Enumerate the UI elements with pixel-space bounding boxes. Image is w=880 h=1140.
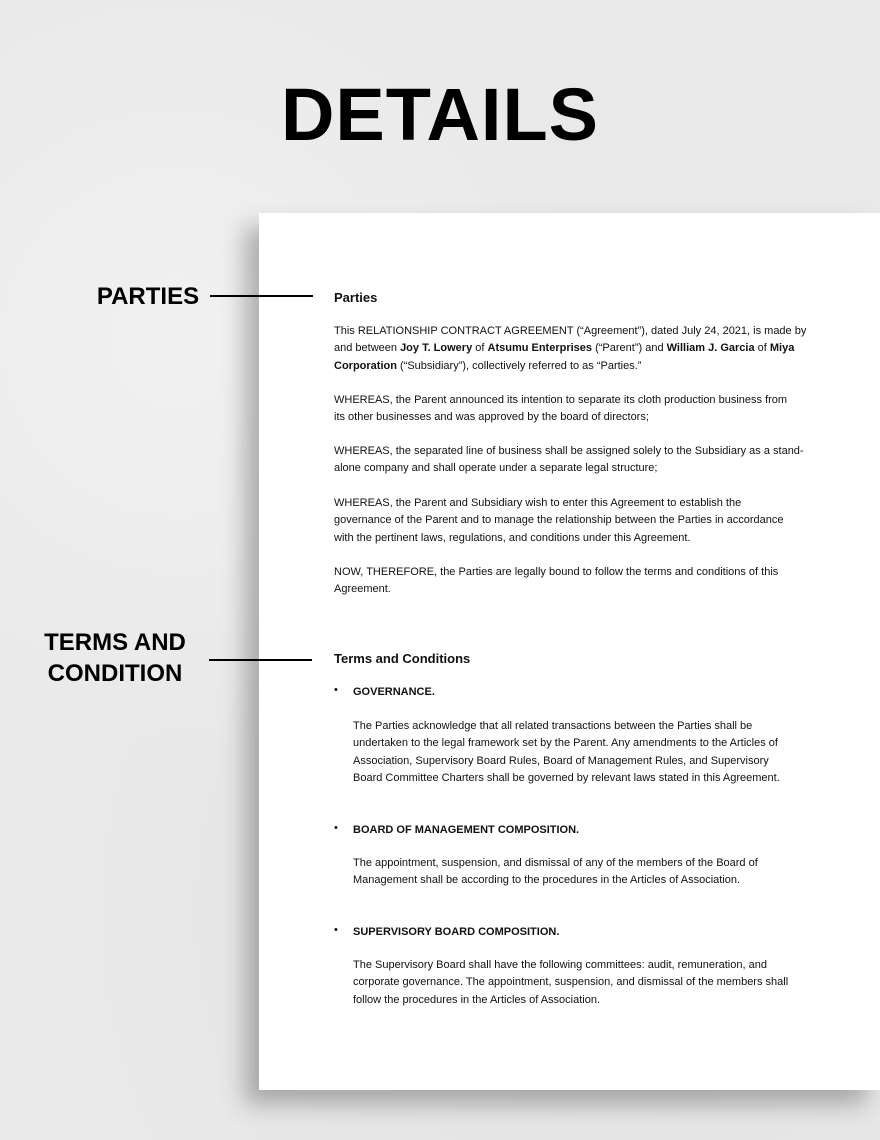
bold-text: Joy T. Lowery — [400, 342, 473, 355]
paragraph-line — [334, 340, 834, 357]
text: WHEREAS, the separated line of business shall be assigned solely to the Subsidiary as a stand- — [334, 445, 804, 457]
term-body — [353, 718, 853, 788]
terms-label — [20, 627, 210, 689]
parties-paragraph — [334, 323, 834, 375]
paragraph-line — [334, 460, 834, 477]
text: of — [754, 342, 770, 355]
bullet-icon: • — [334, 684, 338, 696]
bold-text: Miya — [769, 342, 795, 355]
paragraph-line — [334, 581, 834, 598]
term-title: SUPERVISORY BOARD COMPOSITION. — [353, 926, 560, 938]
paragraph-line — [334, 530, 834, 547]
term-line: The appointment, suspension, and dismissal of any of the members of the Board of — [353, 857, 758, 869]
paragraph-line — [334, 409, 834, 426]
paragraph-line — [334, 443, 834, 460]
parties-pointer-line — [210, 295, 313, 297]
term-title: BOARD OF MANAGEMENT COMPOSITION. — [353, 824, 580, 836]
terms-pointer-line — [209, 659, 312, 661]
paragraph-line — [334, 495, 834, 512]
terms-label-line1: TERMS AND — [44, 629, 186, 656]
paragraph-line — [334, 323, 834, 340]
page-title: DETAILS — [280, 73, 600, 156]
term-line: The Supervisory Board shall have the following committees: audit, remuneration, and — [353, 959, 767, 971]
term-body — [353, 957, 853, 1009]
text: and between — [334, 342, 401, 355]
paragraph-line — [334, 392, 834, 409]
term-line: Association, Supervisory Board Rules, Board of Management Rules, and Supervisory — [353, 754, 769, 767]
text: WHEREAS, the Parent announced its intention to separate its cloth production business from — [334, 394, 788, 406]
term-line: follow the procedures in the Articles of Association. — [353, 993, 601, 1006]
terms-label-line2: CONDITION — [47, 660, 183, 687]
text: governance of the Parent and to manage the relationship between the Parties in accordance — [334, 514, 784, 527]
term-line: The Parties acknowledge that all related transactions between the Parties shall be — [353, 720, 753, 732]
terms-heading: Terms and Conditions — [334, 651, 471, 666]
text: (“Parent”) and — [592, 342, 667, 355]
parties-paragraph — [334, 495, 834, 547]
text: of — [472, 342, 488, 355]
text: with the pertinent laws, regulations, and conditions under this Agreement. — [334, 531, 691, 544]
term-line: Management shall be according to the procedures in the Articles of Association. — [353, 874, 741, 887]
text: (“Subsidiary”), collectively referred to as “Parties.” — [396, 359, 642, 372]
term-line: undertaken to the legal framework set by the Parent. Any amendments to the Articles of — [353, 737, 778, 750]
term-line: corporate governance. The appointment, suspension, and dismissal of the members shall — [353, 976, 789, 989]
bold-text: Corporation — [334, 359, 397, 372]
term-title: GOVERNANCE. — [353, 686, 435, 698]
paragraph-line — [334, 564, 834, 581]
text: alone company and shall operate under a separate legal structure; — [334, 462, 658, 475]
text: its other businesses and was approved by the board of directors; — [334, 411, 649, 424]
parties-label: PARTIES — [96, 283, 200, 310]
paragraph-line — [334, 512, 834, 529]
text: WHEREAS, the Parent and Subsidiary wish to enter this Agreement to establish the — [334, 497, 742, 509]
parties-paragraph — [334, 443, 834, 478]
parties-paragraph — [334, 564, 834, 599]
text: This RELATIONSHIP CONTRACT AGREEMENT (“Agreement”), dated July 24, 2021, is made by — [334, 325, 807, 337]
term-line: Board Committee Charters shall be governed by relevant laws stated in this Agreement. — [353, 772, 780, 785]
bold-text: William J. Garcia — [666, 342, 755, 355]
term-body — [353, 855, 853, 890]
bold-text: Atsumu Enterprises — [487, 342, 593, 355]
paragraph-line — [334, 358, 834, 375]
parties-paragraph — [334, 392, 834, 427]
bullet-icon: • — [334, 822, 338, 834]
parties-heading: Parties — [334, 290, 378, 305]
text: NOW, THEREFORE, the Parties are legally bound to follow the terms and conditions of this — [334, 566, 779, 578]
bullet-icon: • — [334, 924, 338, 936]
text: Agreement. — [334, 583, 391, 596]
